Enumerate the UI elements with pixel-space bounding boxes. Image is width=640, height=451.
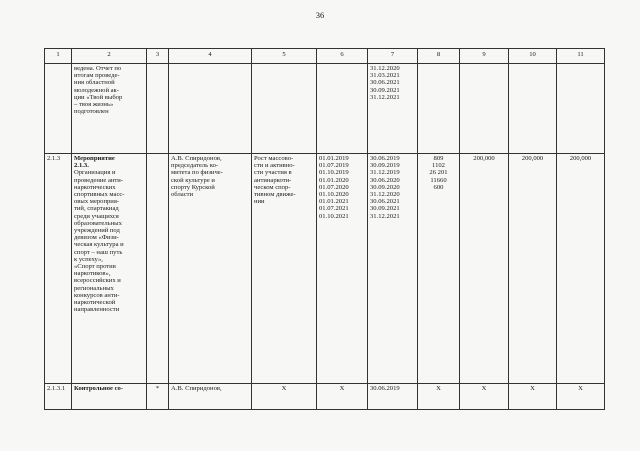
amount-cell: 200,000 xyxy=(460,154,509,384)
header-cell: 4 xyxy=(169,49,252,64)
table-row xyxy=(45,154,605,384)
description-cell xyxy=(72,154,147,384)
table-row xyxy=(45,64,605,154)
start-date-cell: 01.01.2019 01.07.2019 01.10.2019 01.01.2020 01.07.2020 01.10.2020 01.01.2021 01.07.2021 01.10.2021 xyxy=(317,154,368,384)
start-date-cell xyxy=(317,64,368,154)
page-number: 36 xyxy=(315,10,325,20)
header-cell: 3 xyxy=(147,49,169,64)
amount-cell: X xyxy=(460,384,509,410)
activity-title: Мероприятие 2.1.3. xyxy=(74,155,115,170)
result-cell: Рост массово- сти и активно- сти участия в антинаркоти- ческом спор- тивном движе- нии xyxy=(252,154,317,384)
responsible-cell xyxy=(169,64,252,154)
item-number-cell: 2.1.3.1 xyxy=(45,384,72,410)
end-date-cell: 30.06.2019 30.09.2019 31.12.2019 30.06.2020 30.09.2020 31.12.2020 30.06.2021 30.09.2021 31.12.2021 xyxy=(368,154,418,384)
header-cell: 9 xyxy=(460,49,509,64)
code-cell xyxy=(418,64,460,154)
result-cell: X xyxy=(252,384,317,410)
item-number-cell: 2.1.3 xyxy=(45,154,72,384)
program-table xyxy=(44,48,605,410)
marker-cell: * xyxy=(147,384,169,410)
end-date-cell: 30.06.2019 xyxy=(368,384,418,410)
amount-cell xyxy=(460,64,509,154)
amount-cell: X xyxy=(509,384,557,410)
description-cell: ведена. Отчет по итогам проведе- ния областной молодежной ак- ции «Твой выбор – твоя жизнь» подготовлен xyxy=(72,64,147,154)
header-cell: 10 xyxy=(509,49,557,64)
marker-cell xyxy=(147,64,169,154)
responsible-cell: А.В. Спиридонов, xyxy=(169,384,252,410)
header-cell: 1 xyxy=(45,49,72,64)
header-cell: 2 xyxy=(72,49,147,64)
start-date-cell: X xyxy=(317,384,368,410)
item-number-cell xyxy=(45,64,72,154)
result-cell xyxy=(252,64,317,154)
header-cell: 7 xyxy=(368,49,418,64)
description-cell: Контрольное со- xyxy=(72,384,147,410)
marker-cell xyxy=(147,154,169,384)
code-cell: X xyxy=(418,384,460,410)
responsible-cell: А.В. Спиридонов, председатель ко- митета по физиче- ской культуре и спорту Курской области xyxy=(169,154,252,384)
table-row xyxy=(45,384,605,410)
amount-cell xyxy=(509,64,557,154)
header-cell: 6 xyxy=(317,49,368,64)
header-cell: 5 xyxy=(252,49,317,64)
code-cell: 809 1102 26 201 11660 600 xyxy=(418,154,460,384)
header-row xyxy=(45,49,605,64)
header-cell: 8 xyxy=(418,49,460,64)
header-cell: 11 xyxy=(557,49,605,64)
amount-cell: X xyxy=(557,384,605,410)
amount-cell xyxy=(557,64,605,154)
amount-cell: 200,000 xyxy=(509,154,557,384)
activity-description: Организация и проведение анти- наркотических спортивных масс- овых мероприя- тий, спартакиад среди учащихся образовательных учреждений под девизом «Физи- ческая культура и спорт – наш путь к успеху», «Спорт против наркотиков», всероссийских и региональных конкурсов анти- наркотической направленности xyxy=(74,169,125,314)
amount-cell: 200,000 xyxy=(557,154,605,384)
end-date-cell: 31.12.2020 31.03.2021 30.06.2021 30.09.2021 31.12.2021 xyxy=(368,64,418,154)
